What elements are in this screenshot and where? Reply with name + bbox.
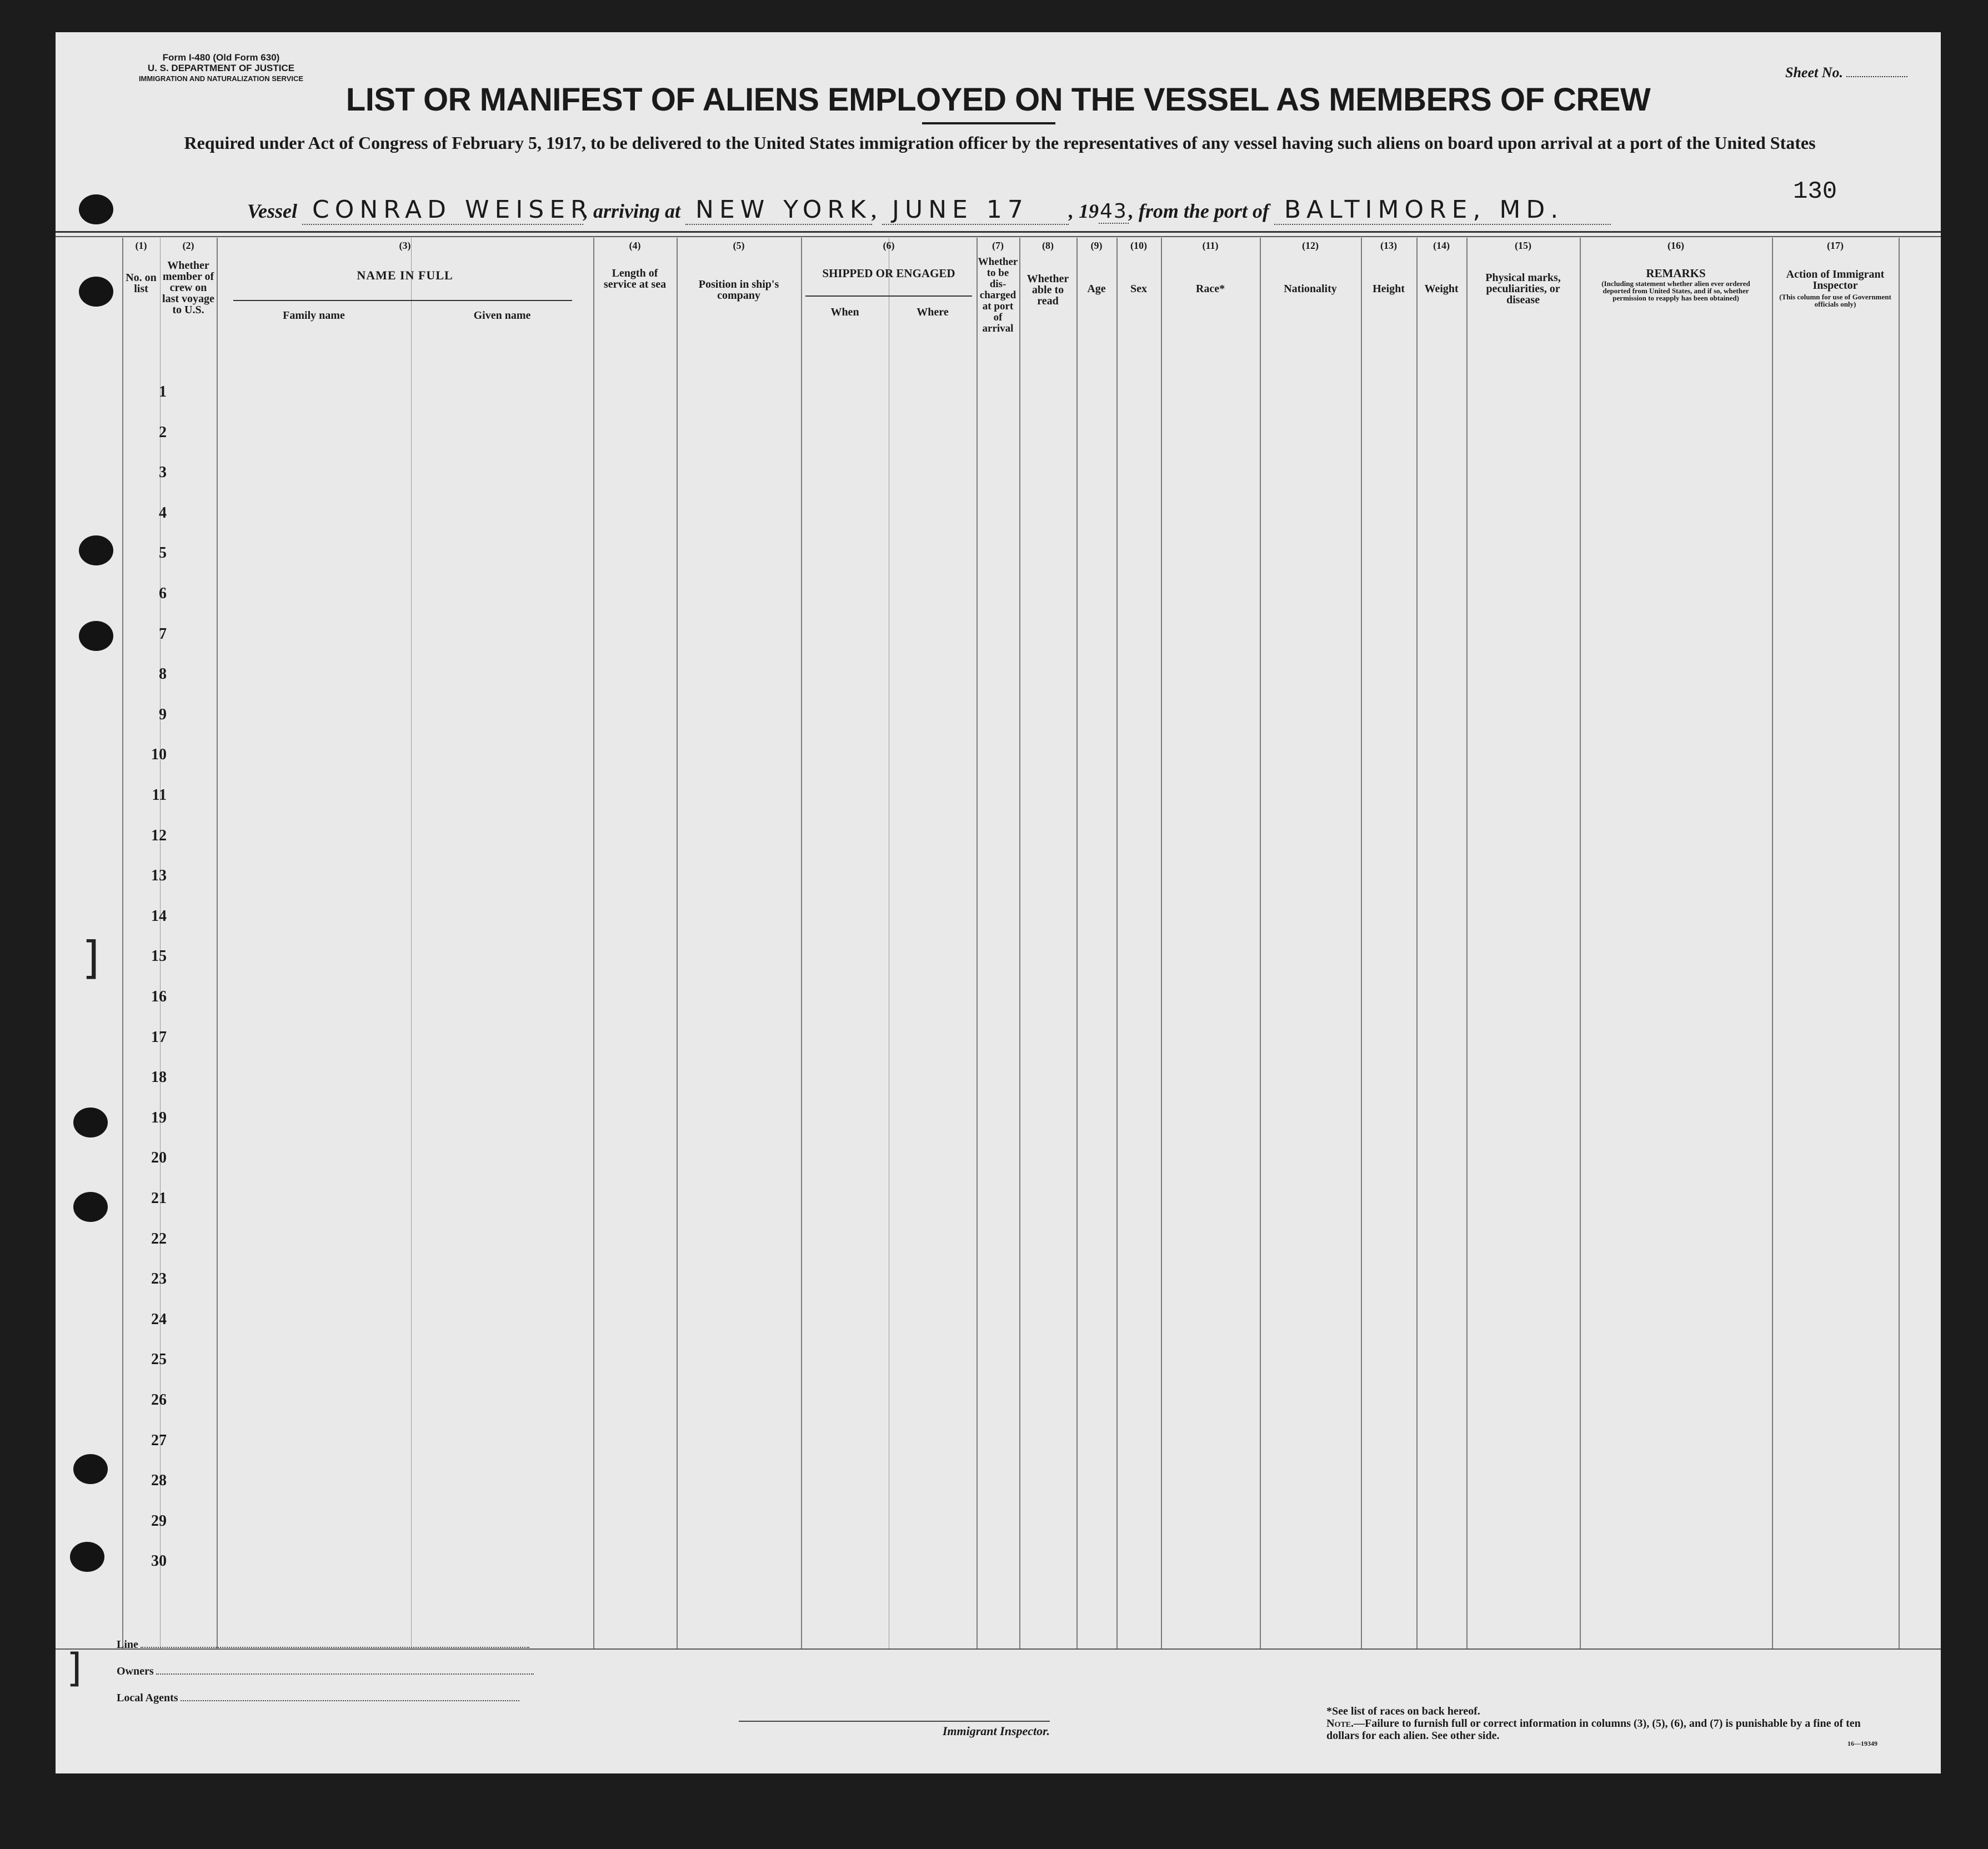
- row-number: 4: [159, 504, 167, 522]
- margin-bracket-mark: ]: [82, 932, 100, 984]
- sheet-number-label: Sheet No.: [1785, 64, 1843, 81]
- margin-bracket-mark: ]: [67, 1645, 82, 1691]
- race-note: *See list of races on back hereof.: [1326, 1705, 1480, 1717]
- row-number: 5: [159, 544, 167, 562]
- form-identifier: [127, 52, 316, 84]
- header-able-to-read: Whether able to read: [1026, 273, 1069, 307]
- column-number: (3): [399, 240, 411, 251]
- footer-note: [1326, 1705, 1882, 1742]
- footer-owners-field: [117, 1665, 534, 1678]
- column-number: (5): [733, 240, 745, 251]
- row-number: 10: [151, 746, 167, 763]
- column-divider: [217, 238, 218, 1648]
- header-remarks-detail: (Including statement whether alien ever ordered deported from United States, and if so, whether permission to reapply has been obtained): [1601, 279, 1750, 302]
- row-number: 13: [151, 867, 167, 884]
- header-where: Where: [917, 306, 949, 318]
- row-number: 7: [159, 625, 167, 643]
- line-blank[interactable]: [141, 1647, 529, 1648]
- header-race: Race*: [1195, 283, 1225, 295]
- header-position: Position in ship's company: [698, 278, 779, 302]
- row-number: 25: [151, 1351, 167, 1368]
- column-number: (15): [1515, 240, 1531, 251]
- row-number: 18: [151, 1069, 167, 1086]
- row-number: 23: [151, 1270, 167, 1287]
- column-number: (16): [1667, 240, 1684, 251]
- vessel-name[interactable]: CONRAD WEISER: [302, 196, 583, 225]
- form-number: Form I-480 (Old Form 630): [162, 52, 280, 63]
- punch-hole: [73, 1192, 108, 1222]
- agents-blank[interactable]: [181, 1700, 519, 1701]
- inspector-signature[interactable]: Immigrant Inspector.: [739, 1721, 1050, 1738]
- row-number: 19: [151, 1109, 167, 1126]
- name-subheader-rule: [233, 300, 572, 301]
- column-number: (10): [1130, 240, 1147, 251]
- arriving-label: , arriving at: [583, 200, 681, 222]
- column-number: (6): [883, 240, 895, 251]
- punch-hole: [79, 535, 113, 565]
- column-number: (4): [629, 240, 641, 251]
- column-divider: [1116, 238, 1118, 1648]
- column-number: (12): [1302, 240, 1319, 251]
- punch-hole: [79, 277, 113, 307]
- row-number: 3: [159, 464, 167, 481]
- page-subtitle: Required under Act of Congress of February 5, 1917, to be delivered to the United States immigration officer by the representatives of any vessel having such aliens on board upon arrival at a port of the United States: [184, 133, 1816, 153]
- print-code: 16—19349: [1847, 1740, 1877, 1747]
- column-divider: [1466, 238, 1468, 1648]
- header-shipped-or-engaged: SHIPPED OR ENGAGED: [822, 267, 955, 280]
- agents-label: Local Agents: [117, 1692, 178, 1704]
- column-divider: [1019, 238, 1020, 1648]
- column-number: (14): [1433, 240, 1450, 251]
- header-physical-marks: Physical marks, peculiarities, or disease: [1485, 272, 1561, 306]
- line-label: Line: [117, 1638, 138, 1651]
- header-family-name: Family name: [283, 309, 345, 322]
- vessel-line: Vessel CONRAD WEISER, arriving at NEW YORK, JUNE 17 , 1943, from the port of BALTIMORE, MD.: [247, 196, 1611, 225]
- header-given-name: Given name: [473, 309, 531, 322]
- row-number: 2: [159, 424, 167, 441]
- column-divider: [801, 238, 802, 1648]
- column-divider: [1161, 238, 1162, 1648]
- header-name-in-full: NAME IN FULL: [357, 268, 453, 282]
- row-number: 16: [151, 988, 167, 1005]
- service-name: IMMIGRATION AND NATURALIZATION SERVICE: [138, 74, 304, 83]
- department-name: U. S. DEPARTMENT OF JUSTICE: [147, 63, 295, 73]
- header-rule: [56, 231, 1941, 233]
- header-age: Age: [1087, 283, 1106, 295]
- row-number: 14: [151, 908, 167, 925]
- header-rule-secondary: [56, 236, 1941, 237]
- column-divider: [1580, 238, 1581, 1648]
- header-when: When: [830, 306, 859, 318]
- header-sex: Sex: [1130, 283, 1147, 295]
- note-label: Note.: [1326, 1717, 1354, 1730]
- from-port[interactable]: BALTIMORE, MD.: [1274, 196, 1611, 225]
- column-number: (11): [1202, 240, 1219, 251]
- column-number: (17): [1827, 240, 1844, 251]
- punch-hole: [70, 1542, 104, 1572]
- owners-label: Owners: [117, 1665, 154, 1677]
- row-number: 29: [151, 1512, 167, 1530]
- column-number: (7): [992, 240, 1004, 251]
- manifest-sheet: [56, 32, 1941, 1773]
- column-divider: [977, 238, 978, 1648]
- punch-hole: [79, 194, 113, 224]
- footer-line-field: [117, 1638, 529, 1651]
- header-inspector-action: Action of Immigrant Inspector: [1786, 268, 1885, 292]
- column-divider: [1260, 238, 1261, 1648]
- punch-hole: [73, 1454, 108, 1484]
- row-number: 21: [151, 1190, 167, 1207]
- row-number: 17: [151, 1029, 167, 1046]
- shipped-subheader-rule: [805, 295, 972, 297]
- arrival-date[interactable]: JUNE 17: [882, 196, 1069, 225]
- sheet-number-blank[interactable]: [1846, 76, 1907, 77]
- column-divider: [1076, 238, 1078, 1648]
- row-number: 27: [151, 1432, 167, 1449]
- from-port-label: , from the port of: [1128, 200, 1269, 222]
- arriving-port[interactable]: NEW YORK: [685, 196, 872, 225]
- punch-hole: [73, 1108, 108, 1138]
- punch-hole: [79, 621, 113, 651]
- column-number: (2): [182, 240, 194, 251]
- row-number: 20: [151, 1149, 167, 1166]
- column-divider: [1899, 238, 1900, 1648]
- header-nationality: Nationality: [1284, 283, 1337, 295]
- sheet-number-field: [1785, 64, 1907, 81]
- row-number: 1: [159, 383, 167, 400]
- arrival-year[interactable]: 43: [1100, 200, 1128, 223]
- column-divider: [677, 238, 678, 1648]
- row-number: 15: [151, 948, 167, 965]
- vessel-label: Vessel: [247, 200, 297, 222]
- row-number: 30: [151, 1552, 167, 1570]
- row-number: 26: [151, 1391, 167, 1409]
- year-prefix: , 19: [1069, 200, 1099, 222]
- column-number: (8): [1042, 240, 1054, 251]
- header-inspector-detail: (This column for use of Government officials only): [1779, 293, 1891, 308]
- column-number: (13): [1380, 240, 1397, 251]
- header-weight: Weight: [1424, 283, 1459, 295]
- column-divider: [593, 238, 594, 1648]
- row-number: 28: [151, 1472, 167, 1489]
- row-number: 8: [159, 665, 167, 683]
- header-height: Height: [1373, 283, 1405, 295]
- row-number: 11: [152, 786, 167, 804]
- column-divider: [1416, 238, 1418, 1648]
- header-discharged: Whether to be dis-charged at port of arrival: [978, 256, 1018, 334]
- column-number: (9): [1090, 240, 1103, 251]
- title-underline: [922, 122, 1055, 124]
- owners-blank[interactable]: [156, 1673, 534, 1675]
- header-member-last-voyage: Whether member of crew on last voyage to U.S.: [162, 259, 214, 316]
- page-stamp-number: 130: [1793, 178, 1837, 206]
- column-number: (1): [135, 240, 147, 251]
- column-divider: [1361, 238, 1362, 1648]
- row-number: 12: [151, 827, 167, 844]
- row-number: 6: [159, 585, 167, 602]
- row-number: 9: [159, 706, 167, 723]
- row-number: 24: [151, 1311, 167, 1328]
- column-divider: [1772, 238, 1773, 1648]
- note-text: —Failure to furnish full or correct information in columns (3), (5), (6), and (7) is punishable by a fine of ten dollars for each alien. See other side.: [1326, 1717, 1861, 1742]
- header-length-of-service: Length of service at sea: [603, 267, 667, 290]
- column-divider: [411, 238, 412, 1648]
- page-title: LIST OR MANIFEST OF ALIENS EMPLOYED ON THE VESSEL AS MEMBERS OF CREW: [345, 82, 1651, 118]
- row-number: 22: [151, 1230, 167, 1247]
- header-no-on-list: No. on list: [126, 272, 157, 295]
- header-remarks: REMARKS: [1646, 267, 1706, 280]
- footer-agents-field: [117, 1692, 519, 1705]
